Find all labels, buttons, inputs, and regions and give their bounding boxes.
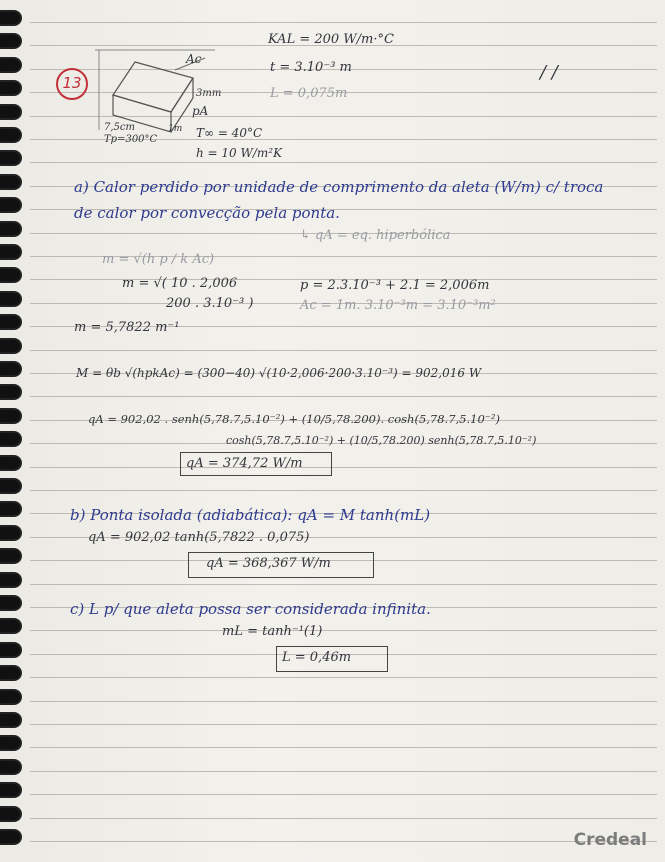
spiral-ring: [0, 572, 22, 588]
ruled-line: [30, 794, 657, 795]
ruled-line: [30, 771, 657, 772]
pa-label: pA: [192, 104, 209, 118]
m-definition: m = √(h p / k Ac): [102, 252, 215, 267]
spiral-ring: [0, 10, 22, 26]
spiral-ring: [0, 174, 22, 190]
ruled-line: [30, 162, 657, 163]
brand-logo: Credeal: [573, 830, 647, 850]
ruled-line: [30, 841, 657, 842]
spiral-ring: [0, 104, 22, 120]
ruled-line: [30, 22, 657, 23]
spiral-ring: [0, 80, 22, 96]
spiral-ring: [0, 689, 22, 705]
perimeter-eq: p = 2.3.10⁻³ + 2.1 = 2,006m: [300, 278, 490, 293]
ruled-line: [30, 350, 657, 351]
spiral-ring: [0, 57, 22, 73]
dim-7-5: 7,5cm: [104, 122, 135, 133]
spiral-ring: [0, 618, 22, 634]
m-sub-num: m = √( 10 . 2,006: [122, 276, 238, 291]
h-coef: h = 10 W/m²K: [196, 146, 283, 160]
m-result: m = 5,7822 m⁻¹: [74, 320, 180, 335]
length: L = 0,075m: [270, 86, 348, 101]
spiral-ring: [0, 665, 22, 681]
spiral-ring: [0, 735, 22, 751]
part-a-note: ↳ qA = eq. hiperbólica: [300, 228, 451, 243]
problem-number: 13: [56, 68, 88, 100]
spiral-ring: [0, 221, 22, 237]
ruled-line: [30, 747, 657, 748]
spiral-ring: [0, 361, 22, 377]
spiral-ring: [0, 782, 22, 798]
spiral-ring: [0, 150, 22, 166]
ruled-line: [30, 701, 657, 702]
ruled-line: [30, 396, 657, 397]
ruled-line: [30, 490, 657, 491]
area-eq: Ac = 1m. 3.10⁻³m = 3.10⁻³m²: [300, 298, 496, 313]
spiral-ring: [0, 501, 22, 517]
spiral-ring: [0, 291, 22, 307]
thickness: t = 3.10⁻³ m: [270, 60, 352, 75]
qa-numerator: qA = 902,02 . senh(5,78.7,5.10⁻²) + (10/5,78.200). cosh(5,78.7,5.10⁻²): [88, 412, 500, 426]
m-sub-den: 200 . 3.10⁻³ ): [166, 296, 254, 311]
spiral-ring: [0, 33, 22, 49]
spiral-ring: [0, 642, 22, 658]
spiral-ring: [0, 548, 22, 564]
ruled-line: [30, 724, 657, 725]
spiral-ring: [0, 712, 22, 728]
part-c-title: c) L p/ que aleta possa ser considerada infinita.: [70, 600, 431, 618]
tp-label: Tp=300°C: [104, 134, 158, 145]
spiral-ring: [0, 408, 22, 424]
spiral-ring: [0, 431, 22, 447]
ruled-line: [30, 818, 657, 819]
spiral-ring: [0, 829, 22, 845]
k-al: KAL = 200 W/m·°C: [268, 32, 394, 47]
part-a-title: a) Calor perdido por unidade de comprimento da aleta (W/m) c/ troca: [74, 178, 604, 196]
spiral-ring: [0, 197, 22, 213]
spiral-ring: [0, 455, 22, 471]
spiral-ring: [0, 806, 22, 822]
qa-result: qA = 374,72 W/m: [186, 456, 303, 471]
part-c-result: L = 0,46m: [282, 650, 352, 665]
ac-label: Ac: [186, 52, 202, 66]
spiral-ring: [0, 525, 22, 541]
dim-3mm: 3mm: [196, 88, 222, 99]
M-eq: M = θb √(hpkAc) = (300−40) √(10·2,006·200·3.10⁻³) = 902,016 W: [76, 366, 482, 380]
ruled-line: [30, 584, 657, 585]
part-b-title: b) Ponta isolada (adiabática): qA = M tanh(mL): [70, 506, 431, 524]
spiral-ring: [0, 338, 22, 354]
slashes: / /: [540, 62, 558, 83]
ruled-line: [30, 677, 657, 678]
part-b-result: qA = 368,367 W/m: [206, 556, 331, 571]
spiral-ring: [0, 759, 22, 775]
spiral-ring: [0, 127, 22, 143]
part-b-eq: qA = 902,02 tanh(5,7822 . 0,075): [88, 530, 310, 545]
spiral-ring: [0, 314, 22, 330]
spiral-ring: [0, 244, 22, 260]
dim-1m: 1m: [168, 124, 183, 134]
spiral-ring: [0, 267, 22, 283]
spiral-ring: [0, 595, 22, 611]
t-inf: T∞ = 40°C: [196, 126, 263, 140]
spiral-ring: [0, 478, 22, 494]
part-a-title-cont: de calor por convecção pela ponta.: [74, 204, 340, 222]
ruled-line: [30, 467, 657, 468]
ruled-line: [30, 630, 657, 631]
part-c-eq: mL = tanh⁻¹(1): [222, 624, 323, 639]
qa-denominator: cosh(5,78.7,5.10⁻²) + (10/5,78.200) senh(5,78.7,5.10⁻²): [226, 434, 537, 447]
spiral-ring: [0, 384, 22, 400]
